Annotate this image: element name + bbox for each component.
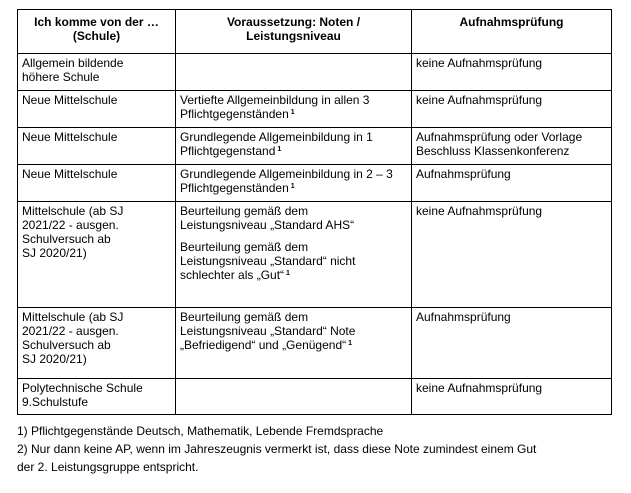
- cell-text: Neue Mittelschule: [22, 167, 118, 181]
- cell-text: Vertiefte Allgemeinbildung in allen 3: [180, 93, 370, 107]
- cell-text: Pflichtgegenständen: [180, 107, 289, 121]
- school-cell: [18, 91, 176, 128]
- admission-table: [17, 9, 612, 415]
- header-text: Leistungsniveau: [246, 29, 341, 43]
- school-cell: [18, 308, 176, 379]
- header-text: Voraussetzung: Noten /: [226, 15, 361, 29]
- header-text: Ich komme von der …: [34, 15, 159, 29]
- cell-text: Leistungsniveau „Standard“ Note: [180, 324, 356, 338]
- footnote-2: 2) Nur dann keine AP, wenn im Jahreszeugnis vermerkt ist, dass diese Note zumindest einem Gut: [17, 442, 537, 456]
- footnotes: [17, 422, 617, 476]
- cell-text: Neue Mittelschule: [22, 93, 118, 107]
- cell-text: keine Aufnahmsprüfung: [416, 204, 543, 218]
- cell-text: keine Aufnahmsprüfung: [416, 56, 543, 70]
- cell-text: Aufnahmsprüfung: [416, 167, 511, 181]
- cell-text: Grundlegende Allgemeinbildung in 1: [180, 130, 373, 144]
- cell-text: SJ 2020/21): [22, 352, 87, 366]
- header-text: (Schule): [72, 29, 121, 43]
- header-requirement: [176, 10, 412, 54]
- school-cell: [18, 379, 176, 415]
- exam-cell: [412, 54, 612, 91]
- school-cell: [18, 165, 176, 202]
- table-row: [18, 379, 612, 415]
- cell-text: „Befriedigend“ und „Genügend“: [180, 338, 347, 352]
- cell-text: keine Aufnahmsprüfung: [416, 93, 543, 107]
- table-row: [18, 202, 612, 308]
- school-cell: [18, 202, 176, 308]
- cell-text: Polytechnische Schule: [22, 381, 143, 395]
- header-text: Aufnahmsprüfung: [459, 15, 564, 29]
- cell-text: Schulversuch ab: [22, 232, 111, 246]
- table-row: [18, 165, 612, 202]
- footnote-marker: 1: [286, 270, 290, 277]
- cell-text: Leistungsniveau „Standard“ nicht: [180, 254, 356, 268]
- table-row: [18, 54, 612, 91]
- exam-cell: [412, 91, 612, 128]
- footnote-marker: 1: [290, 183, 295, 190]
- exam-cell: [412, 128, 612, 165]
- requirement-cell: [176, 202, 412, 308]
- header-school: [18, 10, 176, 54]
- exam-cell: [412, 165, 612, 202]
- header-row: [18, 10, 612, 54]
- cell-text: Aufnahmsprüfung oder Vorlage: [416, 130, 583, 144]
- cell-text: keine Aufnahmsprüfung: [416, 381, 543, 395]
- cell-text: Mittelschule (ab SJ: [22, 310, 124, 324]
- cell-text: Beurteilung gemäß dem: [180, 240, 309, 254]
- table-row: [18, 308, 612, 379]
- footnote-2-continued: der 2. Leistungsgruppe entspricht.: [17, 460, 199, 474]
- table-row: [18, 91, 612, 128]
- requirement-cell: [176, 128, 412, 165]
- cell-text: Pflichtgegenstand: [180, 144, 276, 158]
- exam-cell: [412, 202, 612, 308]
- cell-text: Schulversuch ab: [22, 338, 111, 352]
- footnote-marker: 1: [348, 340, 353, 347]
- header-exam: [412, 10, 612, 54]
- school-cell: [18, 128, 176, 165]
- cell-text: Aufnahmsprüfung: [416, 310, 511, 324]
- cell-text: 2021/22 - ausgen.: [22, 324, 119, 338]
- cell-text: SJ 2020/21): [22, 246, 87, 260]
- requirement-cell: [176, 379, 412, 415]
- cell-text: Beurteilung gemäß dem: [180, 310, 309, 324]
- cell-text: Mittelschule (ab SJ: [22, 204, 124, 218]
- cell-text: Beschluss Klassenkonferenz: [416, 144, 570, 158]
- requirement-cell: [176, 91, 412, 128]
- cell-text: Grundlegende Allgemeinbildung in 2 – 3: [180, 167, 393, 181]
- exam-cell: [412, 379, 612, 415]
- school-cell: [18, 54, 176, 91]
- table-row: [18, 128, 612, 165]
- footnote-marker: 1: [290, 109, 295, 116]
- cell-text: Beurteilung gemäß dem: [180, 204, 309, 218]
- footnote-1: 1) Pflichtgegenstände Deutsch, Mathematik, Lebende Fremdsprache: [17, 424, 384, 438]
- cell-text: Pflichtgegenständen: [180, 181, 289, 195]
- footnote-marker: 1: [277, 146, 282, 153]
- cell-text: schlechter als „Gut“: [180, 268, 285, 282]
- cell-text: Allgemein bildende: [22, 56, 124, 70]
- cell-text: Neue Mittelschule: [22, 130, 118, 144]
- exam-cell: [412, 308, 612, 379]
- cell-text: 9.Schulstufe: [22, 395, 89, 409]
- cell-text: höhere Schule: [22, 70, 100, 84]
- requirement-cell: [176, 54, 412, 91]
- requirement-cell: [176, 308, 412, 379]
- cell-text: 2021/22 - ausgen.: [22, 218, 119, 232]
- cell-text: Leistungsniveau „Standard AHS“: [180, 218, 355, 232]
- requirement-cell: [176, 165, 412, 202]
